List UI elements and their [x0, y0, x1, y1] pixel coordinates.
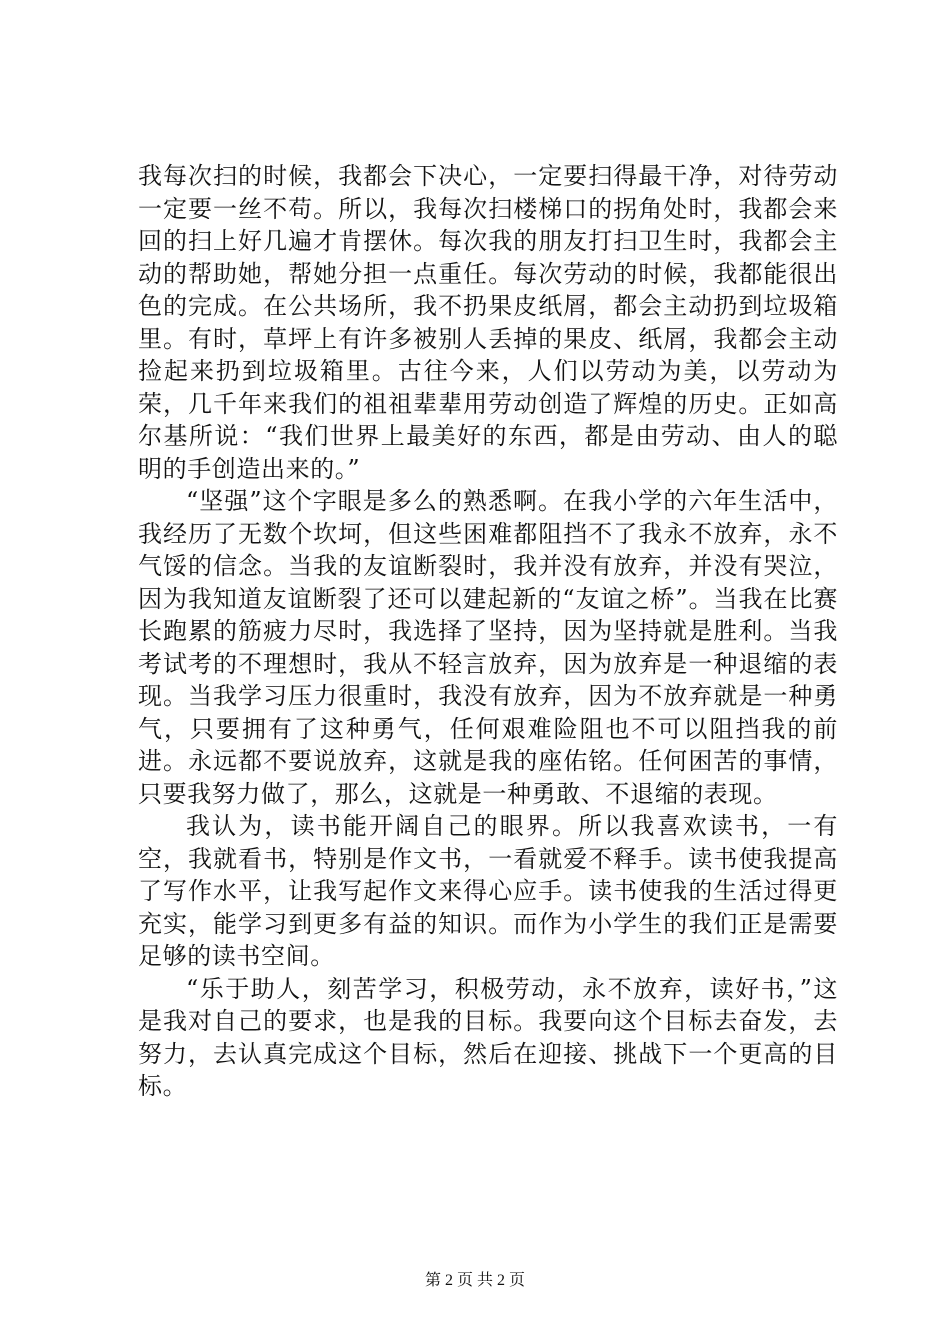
paragraph-goals: “乐于助人，刻苦学习，积极劳动，永不放弃，读好书，”这是我对自己的要求，也是我的目标。我要向这个目标去奋发，去努力，去认真完成这个目标，然后在迎接、挑战下一个更高的目标。 — [138, 974, 838, 1100]
paragraph-perseverance: “坚强”这个字眼是多么的熟悉啊。在我小学的六年生活中，我经历了无数个坎坷，但这些困难都阻挡不了我永不放弃，永不气馁的信念。当我的友谊断裂时，我并没有放弃，并没有哭泣，因为我知道友谊断裂了还可以建起新的“友谊之桥”。当我在比赛长跑累的筋疲力尽时，我选择了坚持，因为坚持就是胜利。当我考试考的不理想时，我从不轻言放弃，因为放弃是一种退缩的表现。当我学习压力很重时，我没有放弃，因为不放弃就是一种勇气，只要拥有了这种勇气，任何艰难险阻也不可以阻挡我的前进。永远都不要说放弃，这就是我的座佑铭。任何困苦的事情，只要我努力做了，那么，这就是一种勇敢、不退缩的表现。 — [138, 487, 838, 808]
document-body — [138, 160, 838, 1103]
page-footer: 第 2 页 共 2 页 — [424, 1272, 525, 1289]
paragraph-labor: 我每次扫的时候，我都会下决心，一定要扫得最干净，对待劳动一定要一丝不苟。所以，我每次扫楼梯口的拐角处时，我都会来回的扫上好几遍才肯摆休。每次我的朋友打扫卫生时，我都会主动的帮助她，帮她分担一点重任。每次劳动的时候，我都能很出色的完成。在公共场所，我不扔果皮纸屑，都会主动扔到垃圾箱里。有时，草坪上有许多被别人丢掉的果皮、纸屑，我都会主动捡起来扔到垃圾箱里。古往今来，人们以劳动为美，以劳动为荣，几千年来我们的祖祖辈辈用劳动创造了辉煌的历史。正如高尔基所说：“我们世界上最美好的东西，都是由劳动、由人的聪明的手创造出来的。” — [138, 162, 838, 483]
paragraph-reading: 我认为，读书能开阔自己的眼界。所以我喜欢读书，一有空，我就看书，特别是作文书，一看就爱不释手。读书使我提高了写作水平，让我写起作文来得心应手。读书使我的生活过得更充实，能学习到更多有益的知识。而作为小学生的我们正是需要足够的读书空间。 — [138, 812, 838, 970]
